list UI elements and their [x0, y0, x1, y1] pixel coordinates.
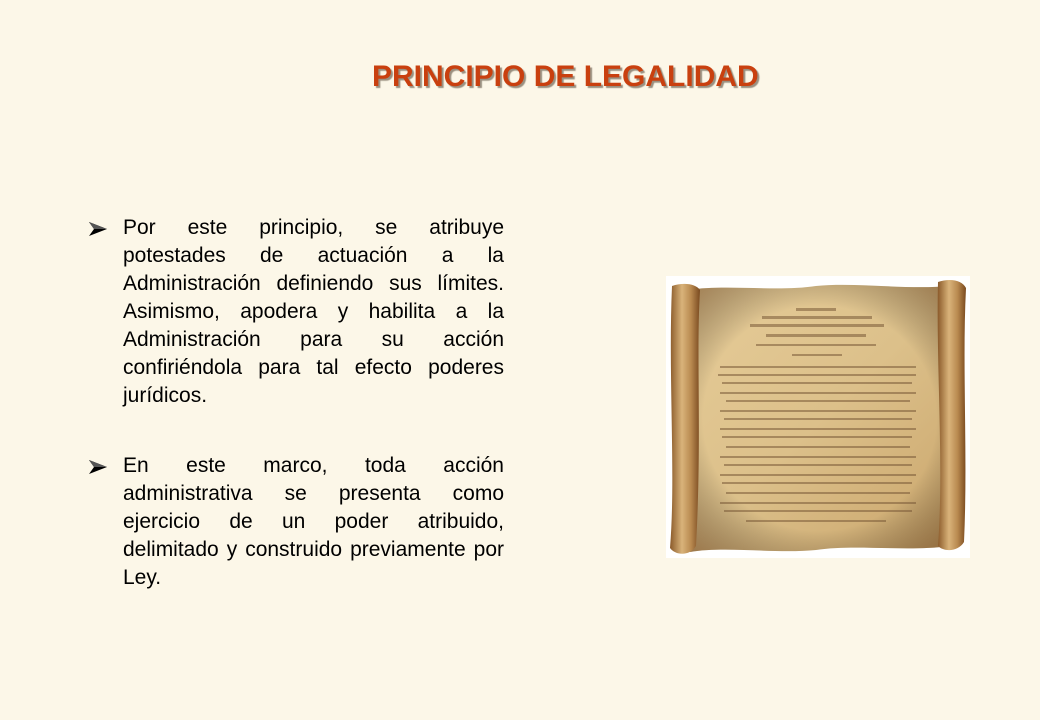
parchment-scroll-drawing — [666, 276, 970, 558]
bullet-list — [88, 214, 504, 592]
bullet-text: Por este principio, se atribuye potestades de actuación a la Administración definiendo sus límites. Asimismo, apodera y habilita a la Administración para su acción confiriéndola para tal efecto poderes jurídicos. — [123, 216, 504, 407]
arrow-bullet-icon — [88, 221, 108, 237]
bullet-item — [88, 214, 504, 410]
slide-title: PRINCIPIO DE LEGALIDAD — [372, 60, 759, 93]
bullet-item — [88, 452, 504, 592]
arrow-bullet-icon — [88, 459, 108, 475]
bullet-text: En este marco, toda acción administrativa se presenta como ejercicio de un poder atribuido, delimitado y construido previamente por Ley. — [123, 454, 504, 589]
parchment-scroll-image — [666, 276, 970, 558]
